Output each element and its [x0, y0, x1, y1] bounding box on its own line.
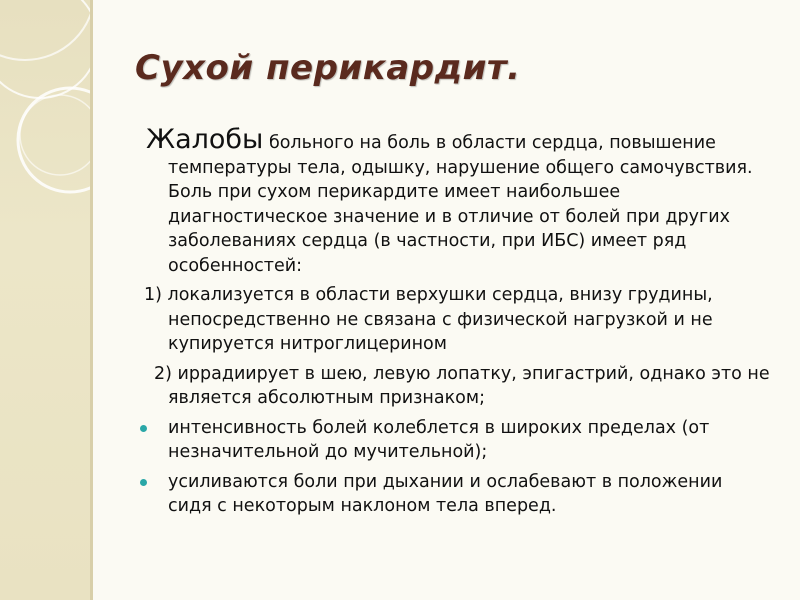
intro-paragraph [120, 124, 770, 278]
bullet-dot-icon [140, 479, 147, 486]
bullet-text: интенсивность болей колеблется в широких пределах (от незначительной до мучительной); [168, 417, 710, 462]
bullet-text: усиливаются боли при дыхании и ослабевают в положении сидя с некоторым наклоном тела вперед. [168, 471, 723, 516]
slide-content [120, 124, 770, 519]
intro-lead-word: Жалобы [146, 124, 264, 155]
panel-divider [90, 0, 93, 600]
intro-text: больного на боль в области сердца, повышение температуры тела, одышку, нарушение общего самочувствия. Боль при сухом перикардите имеет наибольшее диагностическое значение и в отличие от болей при других заболеваниях сердца (в частности, при ИБС) имеет ряд особенностей: [168, 133, 753, 276]
decorative-circles [0, 0, 90, 600]
numbered-item-2: 2) иррадиирует в шею, левую лопатку, эпигастрий, однако это не является абсолютным признаком; [154, 363, 770, 408]
numbered-item-1: 1) локализуется в области верхушки сердца, внизу грудины, непосредственно не связана с физической нагрузкой и не купируется нитроглицерином [144, 285, 713, 354]
bullet-item [120, 470, 770, 519]
bullet-dot-icon [140, 425, 147, 432]
slide-title: Сухой перикардит. [135, 48, 521, 88]
decorative-side-panel [0, 0, 90, 600]
bullet-item [120, 416, 770, 465]
